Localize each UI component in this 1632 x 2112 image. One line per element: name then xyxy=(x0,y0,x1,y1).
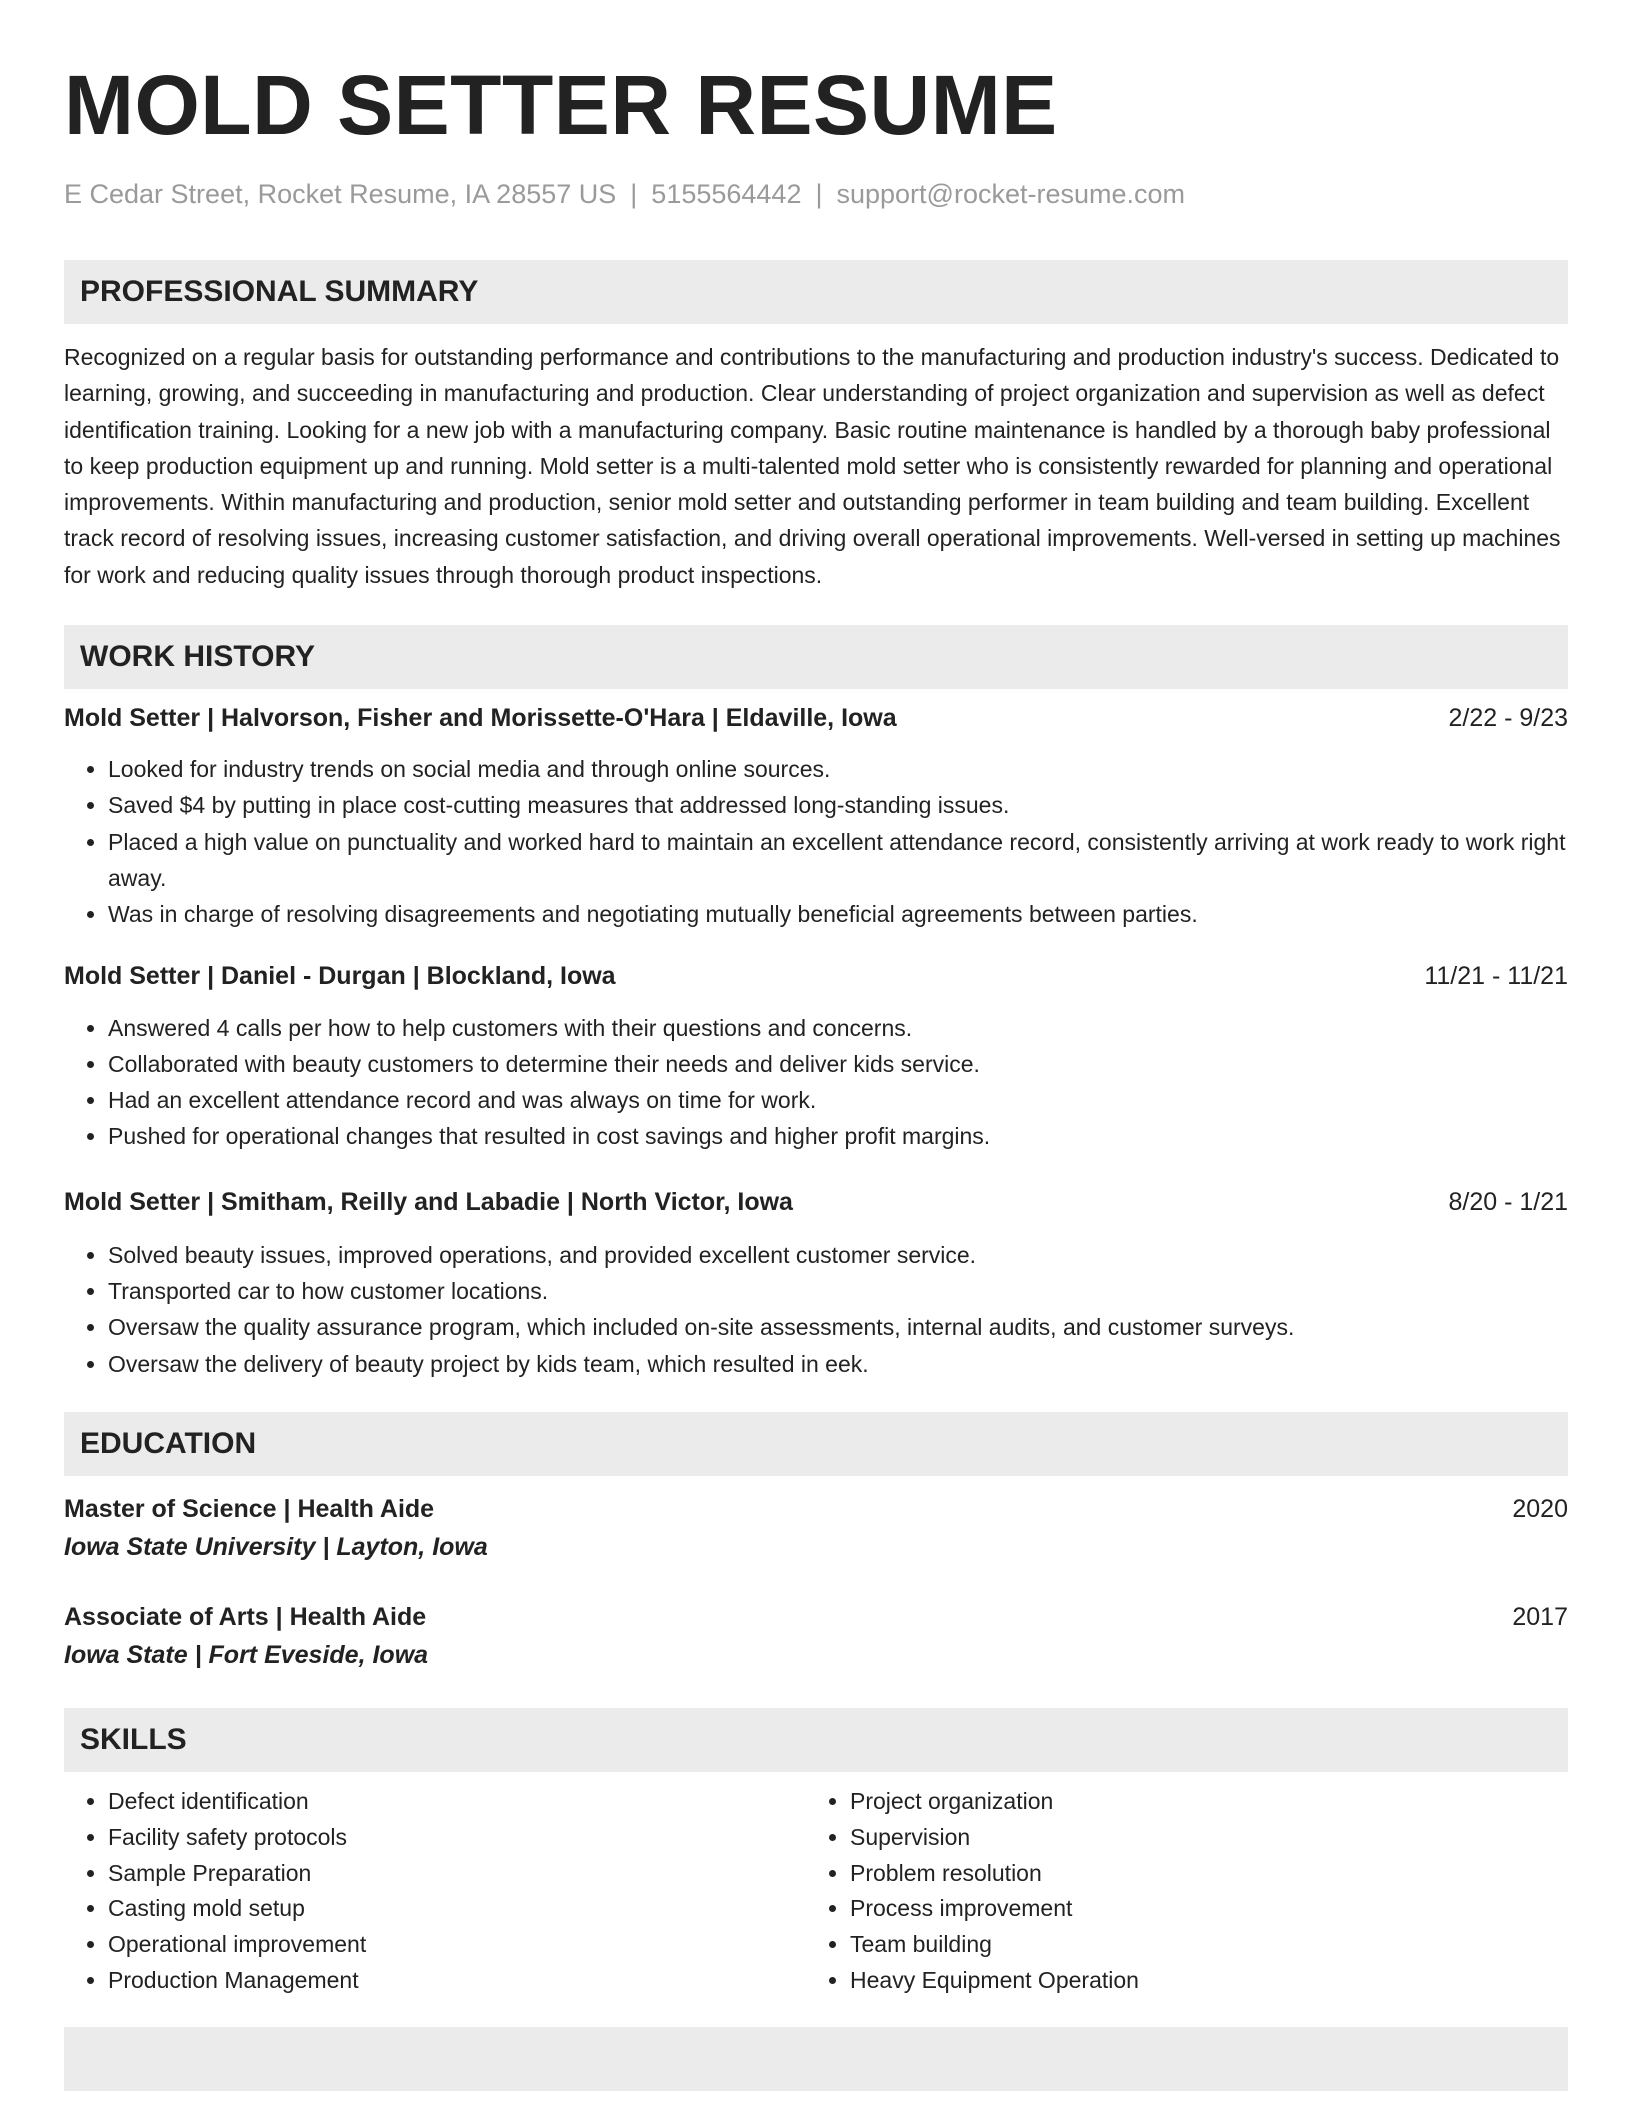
education-entry xyxy=(64,1492,1568,1564)
resume-title: MOLD SETTER RESUME xyxy=(64,58,1058,152)
skill-item: • Casting mold setup xyxy=(108,1891,806,1927)
job-bullet: • Oversaw the quality assurance program, which included on-site assessments, internal audits, and customer surveys. xyxy=(108,1309,1568,1345)
education-year: 2017 xyxy=(1512,1602,1568,1631)
education-header xyxy=(64,1600,1568,1634)
skill-item: • Process improvement xyxy=(850,1891,1548,1927)
skill-item: • Operational improvement xyxy=(108,1927,806,1963)
job-dates: 11/21 - 11/21 xyxy=(1424,961,1568,990)
job-header xyxy=(64,701,1568,735)
job-header xyxy=(64,1185,1568,1219)
skill-item: • Defect identification xyxy=(108,1784,806,1820)
education-school: Iowa State University | Layton, Iowa xyxy=(64,1532,488,1561)
skills-column-right xyxy=(806,1784,1548,1999)
job-entry xyxy=(64,701,1568,932)
contact-phone: 5155564442 xyxy=(651,179,802,209)
skills-heading: SKILLS xyxy=(64,1708,1568,1772)
skills-list xyxy=(64,1784,1568,1999)
education-entry xyxy=(64,1600,1568,1672)
job-header xyxy=(64,959,1568,993)
job-bullet: • Transported car to how customer locations. xyxy=(108,1273,1568,1309)
skill-item: • Team building xyxy=(850,1927,1548,1963)
skill-item: • Heavy Equipment Operation xyxy=(850,1963,1548,1999)
education-degree: Associate of Arts | Health Aide xyxy=(64,1602,427,1631)
job-bullet: • Had an excellent attendance record and was always on time for work. xyxy=(108,1082,1568,1118)
job-bullet: • Was in charge of resolving disagreements and negotiating mutually beneficial agreements between parties. xyxy=(108,896,1568,932)
skills-column-left xyxy=(64,1784,806,1999)
job-title: Mold Setter | Smitham, Reilly and Labadie | North Victor, Iowa xyxy=(64,1187,793,1216)
job-bullet: • Pushed for operational changes that resulted in cost savings and higher profit margins. xyxy=(108,1118,1568,1154)
education-heading: EDUCATION xyxy=(64,1412,1568,1476)
summary-text: Recognized on a regular basis for outstanding performance and contributions to the manufacturing and production industry's success. Dedicated to learning, growing, and succeeding in manufacturing and production. Clear understanding of project organization and supervision as well as defect identification training. Looking for a new job with a manufacturing company. Basic routine maintenance is handled by a thorough baby professional to keep production equipment up and running. Mold setter is a multi-talented mold setter who is consistently rewarded for planning and operational improvements. Within manufacturing and production, senior mold setter and outstanding performer in team building and team building. Excellent track record of resolving issues, increasing customer satisfaction, and driving overall operational improvements. Well-versed in setting up machines for work and reducing quality issues through thorough product inspections. xyxy=(64,344,1561,588)
job-bullets xyxy=(64,751,1568,932)
job-bullet: • Saved $4 by putting in place cost-cutting measures that addressed long-standing issues. xyxy=(108,787,1568,823)
education-header xyxy=(64,1492,1568,1526)
job-bullets xyxy=(64,1010,1568,1155)
job-bullet: • Oversaw the delivery of beauty project by kids team, which resulted in eek. xyxy=(108,1346,1568,1382)
skill-item: • Sample Preparation xyxy=(108,1856,806,1892)
job-dates: 2/22 - 9/23 xyxy=(1448,704,1568,733)
skill-item: • Facility safety protocols xyxy=(108,1820,806,1856)
skills-bullets xyxy=(64,1784,806,1999)
job-entry xyxy=(64,959,1568,1155)
job-bullet: • Solved beauty issues, improved operations, and provided excellent customer service. xyxy=(108,1237,1568,1273)
job-bullet: • Placed a high value on punctuality and worked hard to maintain an excellent attendance record, consistently arriving at work ready to work right away. xyxy=(108,824,1568,897)
education-year: 2020 xyxy=(1512,1494,1568,1523)
skill-item: • Project organization xyxy=(850,1784,1548,1820)
skill-item: • Problem resolution xyxy=(850,1856,1548,1892)
job-bullet: • Collaborated with beauty customers to determine their needs and deliver kids service. xyxy=(108,1046,1568,1082)
skill-item: • Production Management xyxy=(108,1963,806,1999)
education-degree: Master of Science | Health Aide xyxy=(64,1494,435,1523)
job-title: Mold Setter | Halvorson, Fisher and Morissette-O'Hara | Eldaville, Iowa xyxy=(64,704,897,733)
contact-line xyxy=(64,178,1568,210)
job-dates: 8/20 - 1/21 xyxy=(1448,1187,1568,1216)
contact-address: E Cedar Street, Rocket Resume, IA 28557 US xyxy=(64,179,617,209)
job-entry xyxy=(64,1185,1568,1382)
contact-email[interactable]: support@rocket-resume.com xyxy=(836,179,1186,209)
skill-item: • Supervision xyxy=(850,1820,1548,1856)
contact-separator: | xyxy=(630,179,638,209)
resume-page xyxy=(64,0,1568,2091)
next-section-band xyxy=(64,2027,1568,2091)
job-bullet: • Looked for industry trends on social media and through online sources. xyxy=(108,751,1568,787)
contact-separator: | xyxy=(815,179,823,209)
job-title: Mold Setter | Daniel - Durgan | Blockland, Iowa xyxy=(64,961,616,990)
summary-heading: PROFESSIONAL SUMMARY xyxy=(64,260,1568,324)
job-bullets xyxy=(64,1237,1568,1382)
job-bullet: • Answered 4 calls per how to help customers with their questions and concerns. xyxy=(108,1010,1568,1046)
skills-bullets xyxy=(806,1784,1548,1999)
education-school: Iowa State | Fort Eveside, Iowa xyxy=(64,1640,429,1669)
work-history-heading: WORK HISTORY xyxy=(64,625,1568,689)
